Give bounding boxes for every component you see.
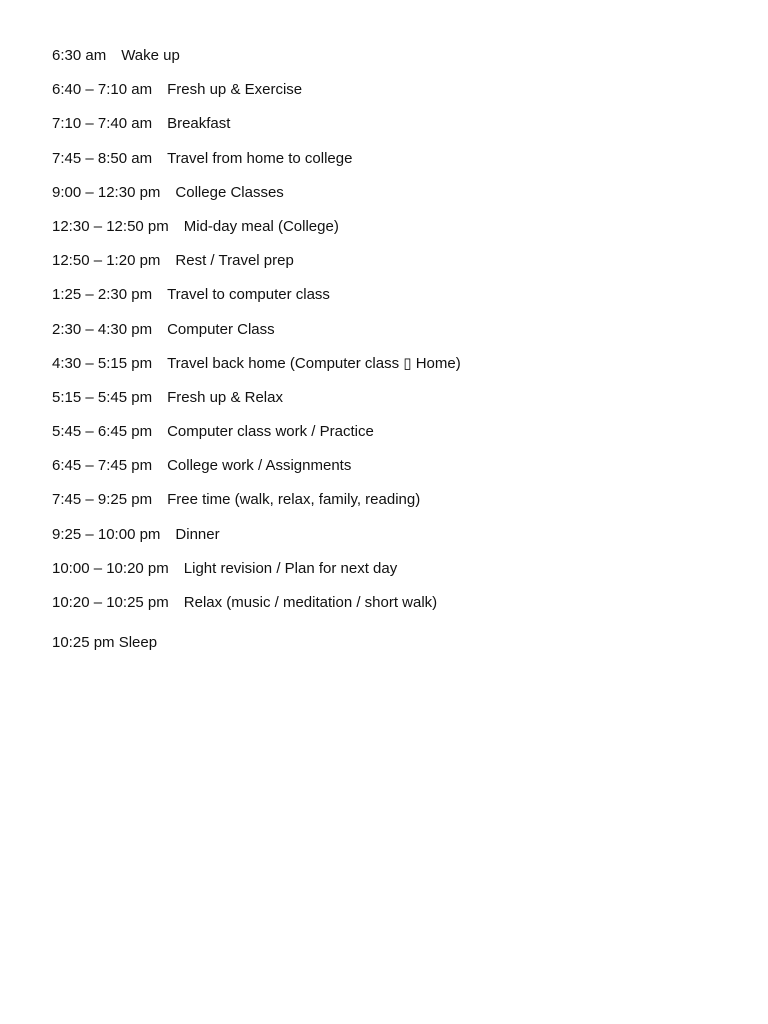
schedule-time: 5:45 – 6:45 pm bbox=[52, 423, 153, 441]
schedule-row bbox=[52, 354, 732, 388]
schedule-time: 6:30 am bbox=[52, 47, 107, 64]
schedule-time: 2:30 – 4:30 pm bbox=[52, 320, 153, 338]
schedule-time: 9:25 – 10:00 pm bbox=[52, 525, 161, 543]
schedule-activity: Light revision / Plan for next day bbox=[183, 559, 398, 577]
schedule-activity: Relax (music / meditation / short walk) bbox=[183, 594, 438, 611]
schedule-row bbox=[52, 114, 732, 148]
schedule-activity: College work / Assignments bbox=[167, 457, 352, 475]
schedule-row bbox=[52, 422, 732, 456]
schedule-activity: Mid-day meal (College) bbox=[183, 217, 339, 235]
final-schedule-line: 10:25 pm Sleep bbox=[52, 634, 158, 651]
schedule-time: 12:50 – 1:20 pm bbox=[52, 252, 161, 270]
schedule-row bbox=[52, 149, 732, 183]
schedule-row bbox=[52, 490, 732, 524]
schedule-row bbox=[52, 559, 732, 593]
schedule-activity: Wake up bbox=[121, 47, 180, 64]
schedule-time: 10:20 – 10:25 pm bbox=[52, 594, 169, 611]
schedule-row bbox=[52, 80, 732, 114]
schedule-time: 7:45 – 8:50 am bbox=[52, 149, 153, 167]
schedule-activity: Fresh up & Exercise bbox=[167, 81, 303, 99]
schedule-time: 7:45 – 9:25 pm bbox=[52, 491, 153, 509]
schedule-activity: Dinner bbox=[175, 525, 220, 543]
schedule-time: 4:30 – 5:15 pm bbox=[52, 354, 153, 372]
schedule-activity: Travel back home (Computer class ▯ Home) bbox=[167, 354, 461, 372]
schedule-activity: Travel from home to college bbox=[167, 149, 353, 167]
schedule-time: 9:00 – 12:30 pm bbox=[52, 183, 161, 201]
schedule-time: 5:15 – 5:45 pm bbox=[52, 388, 153, 406]
schedule-activity: Computer Class bbox=[167, 320, 275, 338]
schedule-activity: Free time (walk, relax, family, reading) bbox=[167, 491, 421, 509]
schedule-row bbox=[52, 320, 732, 354]
schedule-activity: Computer class work / Practice bbox=[167, 423, 374, 441]
schedule-row bbox=[52, 388, 732, 422]
schedule-row bbox=[52, 217, 732, 251]
schedule-time: 7:10 – 7:40 am bbox=[52, 115, 153, 133]
schedule-activity: Travel to computer class bbox=[167, 286, 330, 304]
schedule-time: 12:30 – 12:50 pm bbox=[52, 217, 169, 235]
schedule-row bbox=[52, 593, 732, 627]
schedule-time: 6:45 – 7:45 pm bbox=[52, 457, 153, 475]
schedule-activity: College Classes bbox=[175, 183, 284, 201]
schedule-row bbox=[52, 251, 732, 285]
schedule-row bbox=[52, 46, 732, 80]
schedule-activity: Fresh up & Relax bbox=[167, 388, 283, 406]
schedule-time: 10:00 – 10:20 pm bbox=[52, 559, 169, 577]
daily-schedule bbox=[52, 46, 732, 627]
schedule-row bbox=[52, 456, 732, 490]
schedule-row bbox=[52, 525, 732, 559]
schedule-activity: Rest / Travel prep bbox=[175, 252, 294, 270]
schedule-row bbox=[52, 285, 732, 319]
schedule-activity: Breakfast bbox=[167, 115, 231, 133]
schedule-row bbox=[52, 183, 732, 217]
schedule-time: 1:25 – 2:30 pm bbox=[52, 286, 153, 304]
schedule-time: 6:40 – 7:10 am bbox=[52, 81, 153, 99]
